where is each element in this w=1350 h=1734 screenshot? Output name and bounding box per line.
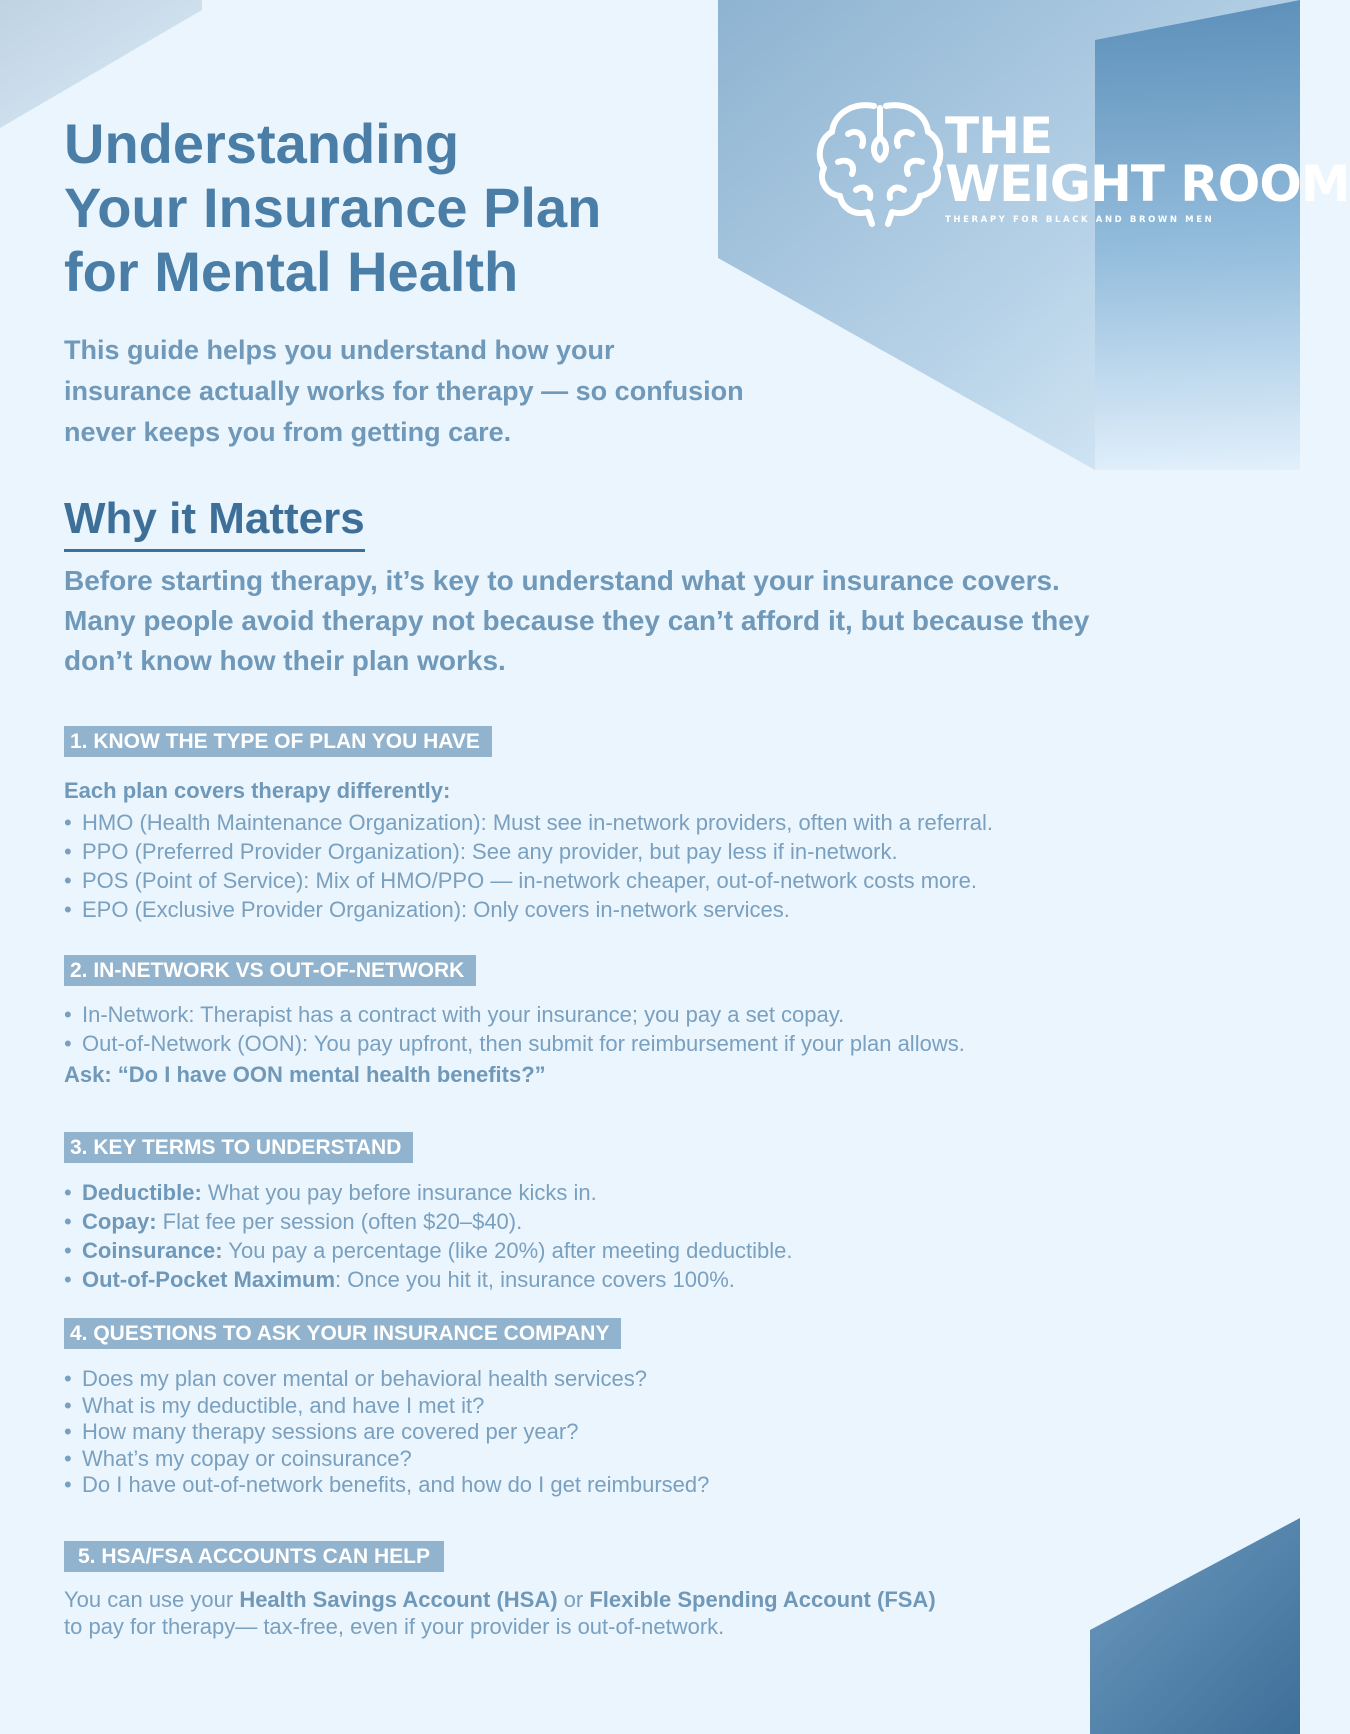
list-item	[64, 1446, 709, 1473]
bullet-icon: •	[64, 897, 72, 922]
intro-line: This guide helps you understand how your	[64, 335, 615, 365]
network-ask: Ask: “Do I have OON mental health benefits?”	[64, 1062, 546, 1087]
list-item	[64, 1236, 793, 1265]
list-item-text: PPO (Preferred Provider Organization): See any provider, but pay less if in-network.	[82, 839, 898, 864]
terms-list	[64, 1178, 793, 1294]
term-label: Out-of-Pocket Maximum	[82, 1267, 336, 1292]
term-label: Deductible:	[82, 1180, 202, 1205]
logo-wordmark-line1: THE	[945, 107, 1053, 165]
list-item-text: EPO (Exclusive Provider Organization): Only covers in-network services.	[82, 897, 790, 922]
questions-list	[64, 1366, 709, 1499]
list-item-text: How many therapy sessions are covered per year?	[82, 1419, 579, 1444]
why-line: Before starting therapy, it’s key to understand what your insurance covers.	[64, 565, 1060, 596]
why-heading: Why it Matters	[64, 493, 365, 552]
term-label: Copay:	[82, 1209, 157, 1234]
hsa-text: or	[557, 1587, 590, 1612]
bullet-icon: •	[64, 1031, 72, 1056]
intro-paragraph	[64, 330, 884, 453]
list-item	[64, 1000, 965, 1029]
bullet-icon: •	[64, 810, 72, 835]
title-line: Understanding	[64, 112, 460, 175]
title-line: Your Insurance Plan	[64, 176, 602, 239]
why-line: don’t know how their plan works.	[64, 645, 506, 676]
list-item-text: What is my deductible, and have I met it?	[82, 1392, 485, 1418]
list-item	[64, 1366, 709, 1393]
bullet-icon: •	[64, 1002, 72, 1027]
list-item-text: Does my plan cover mental or behavioral health services?	[82, 1366, 647, 1391]
why-paragraph	[64, 561, 1264, 681]
hsa-line	[64, 1586, 936, 1613]
list-item-text: Out-of-Network (OON): You pay upfront, then submit for reimbursement if your plan allows.	[82, 1031, 965, 1056]
plan-type-lead: Each plan covers therapy differently:	[64, 778, 451, 803]
section-heading-questions: 4. QUESTIONS TO ASK YOUR INSURANCE COMPANY	[64, 1318, 621, 1349]
why-line: Many people avoid therapy not because they can’t afford it, but because they	[64, 605, 1090, 636]
list-item	[64, 866, 993, 895]
list-item-text: In-Network: Therapist has a contract with your insurance; you pay a set copay.	[82, 1002, 845, 1027]
title-line: for Mental Health	[64, 240, 519, 303]
list-item	[64, 1393, 709, 1420]
page-title	[64, 112, 601, 304]
list-item-text: POS (Point of Service): Mix of HMO/PPO — in-network cheaper, out-of-network costs more.	[82, 868, 977, 893]
list-item	[64, 1419, 709, 1446]
section-heading-hsa: 5. HSA/FSA ACCOUNTS CAN HELP	[64, 1541, 444, 1572]
bullet-icon: •	[64, 1267, 72, 1292]
list-item	[64, 1207, 793, 1236]
intro-line: insurance actually works for therapy — so confusion	[64, 376, 744, 406]
term-description: You pay a percentage (like 20%) after meeting deductible.	[222, 1238, 793, 1263]
list-item	[64, 895, 993, 924]
bullet-icon: •	[64, 1392, 72, 1418]
section-heading-plan-type: 1. KNOW THE TYPE OF PLAN YOU HAVE	[64, 726, 492, 757]
bullet-icon: •	[64, 1366, 72, 1391]
list-item-text: Do I have out-of-network benefits, and how do I get reimbursed?	[82, 1472, 710, 1497]
network-list	[64, 1000, 965, 1058]
bullet-icon: •	[64, 1180, 72, 1205]
bullet-icon: •	[64, 1445, 72, 1471]
plan-type-list	[64, 808, 993, 924]
bullet-icon: •	[64, 1472, 72, 1497]
term-label: Coinsurance:	[82, 1238, 223, 1263]
hsa-term: Health Savings Account (HSA)	[239, 1587, 558, 1612]
list-item	[64, 837, 993, 866]
section-heading-terms: 3. KEY TERMS TO UNDERSTAND	[64, 1132, 413, 1163]
list-item-text: What’s my copay or coinsurance?	[82, 1445, 412, 1471]
list-item	[64, 1265, 793, 1294]
logo-tagline: THERAPY FOR BLACK AND BROWN MEN	[945, 215, 1215, 225]
term-description: What you pay before insurance kicks in.	[201, 1180, 597, 1205]
bullet-icon: •	[64, 868, 72, 893]
fsa-term: Flexible Spending Account (FSA)	[589, 1587, 936, 1612]
intro-line: never keeps you from getting care.	[64, 417, 512, 447]
list-item	[64, 808, 993, 837]
term-description: : Once you hit it, insurance covers 100%.	[335, 1267, 735, 1292]
bullet-icon: •	[64, 1419, 72, 1444]
bullet-icon: •	[64, 1209, 72, 1234]
term-description: Flat fee per session (often $20–$40).	[156, 1209, 523, 1234]
bullet-icon: •	[64, 1238, 72, 1263]
bullet-icon: •	[64, 839, 72, 864]
list-item-text: HMO (Health Maintenance Organization): Must see in-network providers, often with a referral.	[82, 810, 993, 835]
hsa-paragraph	[64, 1586, 936, 1640]
hsa-line: to pay for therapy— tax-free, even if your provider is out-of-network.	[64, 1614, 725, 1639]
logo-wordmark-line2: WEIGHT ROOM	[945, 155, 1350, 213]
section-heading-network: 2. IN-NETWORK VS OUT-OF-NETWORK	[64, 955, 476, 986]
list-item	[64, 1029, 965, 1058]
hsa-text: You can use your	[64, 1587, 240, 1612]
list-item	[64, 1472, 709, 1499]
list-item	[64, 1178, 793, 1207]
